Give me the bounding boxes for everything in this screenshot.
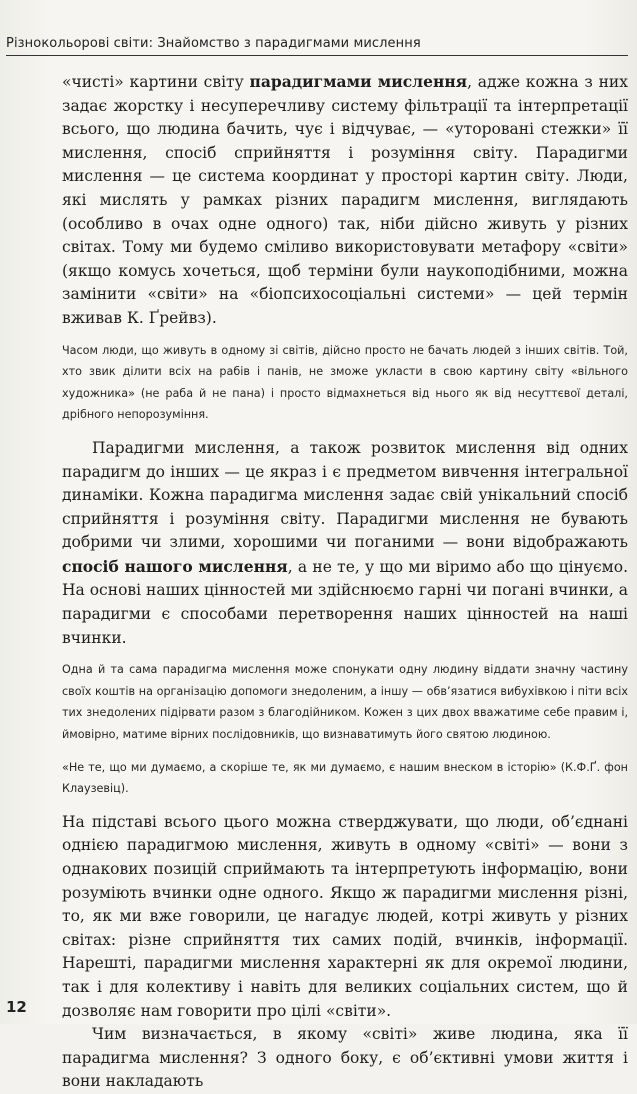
paragraph-3: На підставі всього цього можна стверджувати, що люди, об’єднані однією парадигмою мислення, живуть в одному «світі» — вони з однакових позицій сприймають та інтерпретують інформацію, вони розуміють вчинки одне одного. Якщо ж парадигми мислення різні, то, як ми вже говорили, це нагадує людей, котрі живуть у різних світах: різне сприйняття тих самих подій, вчинків, інформації. Нарешті, парадигми мислення характерні як для окремої людини, так і для колективу і навіть для великих соціальних систем, що й дозволяє нам говорити про цілі «світи». (62, 812, 628, 1020)
quote-clausewitz: «Не те, що ми думаємо, а скоріше те, як ми думаємо, є нашим внеском в історію» (К.Ф.Ґ. фон Клаузевіц). (62, 760, 628, 796)
paragraph-1 (62, 70, 628, 331)
page-body (62, 62, 628, 1094)
term-thinking-paradigms: парадигмами мислення (249, 72, 468, 91)
paragraph-2-text-a: Парадигми мислення, а також розвиток мислення від одних парадигм до інших — це якраз і є предметом вивчення інтегральної динаміки. Кожна парадигма мислення задає свій унікальний спосіб сприйняття і розуміння світу. Парадигми мислення не бувають добрими чи злими, хорошими чи поганими — вони відображають (62, 438, 628, 552)
header-rule (6, 55, 628, 56)
paragraph-1-text-a: «чисті» картини світу (62, 73, 250, 91)
side-note-1: Часом люди, що живуть в одному зі світів, дійсно просто не бачать людей з інших світів. Той, хто звик ділити всіх на рабів і панів, не зможе укласти в свою картину світу «вільного художника» (не раба й не пана) і просто відмахнеться від нього як від несуттєвої деталі, дрібного непорозуміння. (62, 343, 628, 422)
paragraph-2 (62, 437, 628, 650)
paragraph-1-text-b: , адже кожна з них задає жорстку і несуперечливу систему фільтрації та інтерпретації всього, що людина бачить, чує і відчуває, — «уторовані стежки» її мислення, спосіб сприйняття і розуміння світу. Парадигми мислення — це система координат у просторі картин світу. Люди, які мислять у рамках різних парадигм мислення, виглядають (особливо в очах одне одного) так, ніби дійсно живуть у різних світах. Тому ми будемо сміливо використовувати метафору «світи» (якщо комусь хочеться, щоб терміни були наукоподібними, можна замінити «світи» на «біопсихосоціальні системи» — цей термін вживав К. Ґрейвз). (62, 73, 628, 327)
paragraph-4: Чим визначається, в якому «світі» живе людина, яка її парадигма мислення? З одного боку, є об’єктивні умови життя і вони накладають (62, 1025, 628, 1091)
running-header: Різнокольорові світи: Знайомство з парадигмами мислення (6, 36, 421, 51)
page-number: 12 (6, 998, 27, 1016)
term-way-of-thinking: спосіб нашого мислення (62, 556, 288, 576)
side-note-2: Одна й та сама парадигма мислення може спонукати одну людину віддати значну частину своїх коштів на організацію допомоги знедоленим, а іншу — обв’язатися вибухівкою і піти всіх тих знедолених підірвати разом з благодійником. Кожен з цих двох вважатиме себе правим і, ймовірно, матиме вірних послідовників, що визнаватимуть його святою людиною. (62, 663, 628, 742)
paragraph-2-text-b: , а не те, у що ми віримо або що цінуємо. На основі наших цінностей ми здійснюємо гарні чи погані вчинки, а парадигми є способами перетворення наших цінностей на наші вчинки. (62, 557, 628, 647)
